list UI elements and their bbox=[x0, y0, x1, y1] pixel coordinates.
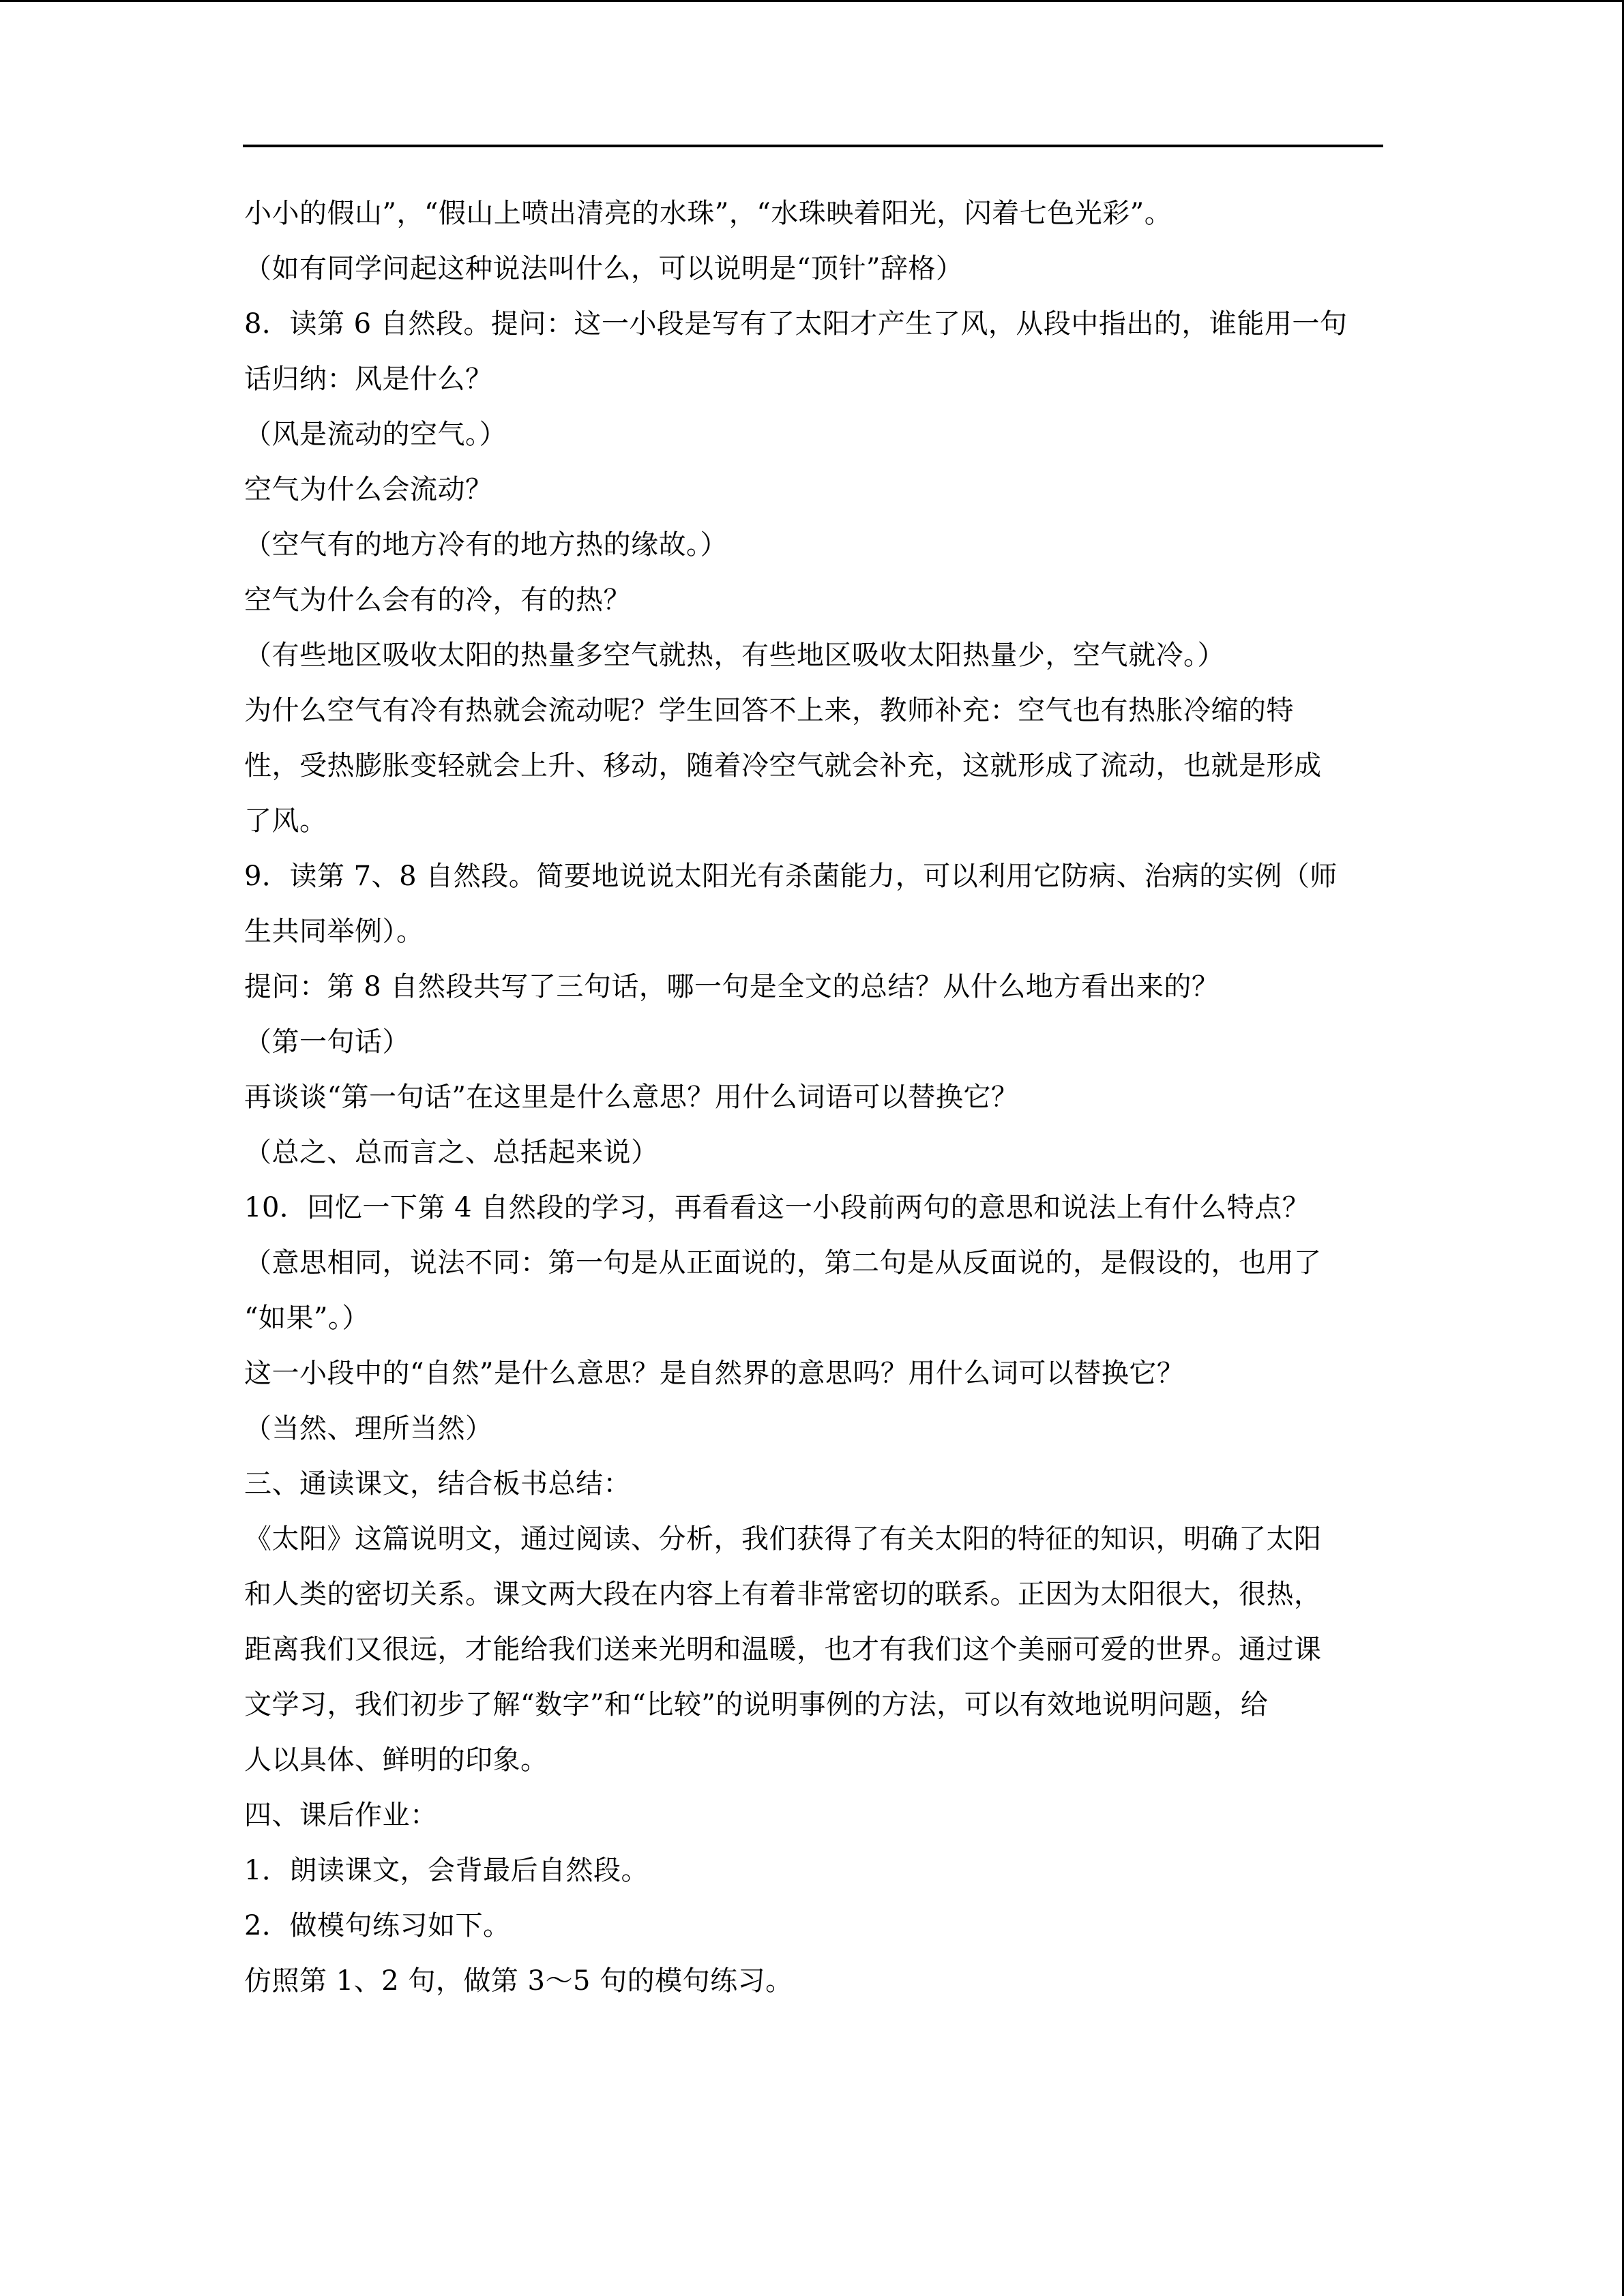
text-line: （当然、理所当然） bbox=[244, 1413, 493, 1444]
text-line: 距离我们又很远，才能给我们送来光明和温暖，也才有我们这个美丽可爱的世界。通过课 bbox=[244, 1634, 1322, 1665]
list-item: 2．做模句练习如下。 bbox=[244, 1910, 511, 1941]
text-line: 《太阳》这篇说明文，通过阅读、分析，我们获得了有关太阳的特征的知识，明确了太阳 bbox=[244, 1523, 1322, 1555]
text-line: 提问：第 8 自然段共写了三句话，哪一句是全文的总结？从什么地方看出来的？ bbox=[244, 971, 1220, 1002]
text-line: 再谈谈“第一句话”在这里是什么意思？用什么词语可以替换它？ bbox=[244, 1082, 1019, 1113]
text-line: 话归纳：风是什么？ bbox=[244, 363, 493, 395]
text-line: 了风。 bbox=[244, 805, 327, 837]
list-item: 1．朗读课文，会背最后自然段。 bbox=[244, 1855, 649, 1886]
section-heading: 四、课后作业： bbox=[244, 1800, 438, 1831]
text-line: 文学习，我们初步了解“数字”和“比较”的说明事例的方法，可以有效地说明问题，给 bbox=[244, 1689, 1269, 1720]
page-border-top bbox=[0, 0, 1624, 2]
document-body bbox=[244, 190, 1385, 2012]
text-line: （有些地区吸收太阳的热量多空气就热，有些地区吸收太阳热量少，空气就冷。） bbox=[244, 640, 1225, 671]
text-line: （风是流动的空气。） bbox=[244, 419, 507, 450]
text-line: 10．回忆一下第 4 自然段的学习，再看看这一小段前两句的意思和说法上有什么特点？ bbox=[244, 1192, 1310, 1223]
header-rule bbox=[243, 145, 1383, 147]
text-line: 仿照第 1、2 句，做第 3～5 句的模句练习。 bbox=[244, 1965, 793, 1997]
text-line: （如有同学问起这种说法叫什么，可以说明是“顶针”辞格） bbox=[244, 253, 964, 284]
text-line: 这一小段中的“自然”是什么意思？是自然界的意思吗？用什么词可以替换它？ bbox=[244, 1358, 1185, 1389]
text-line: （总之、总而言之、总括起来说） bbox=[244, 1137, 659, 1168]
text-line: （空气有的地方冷有的地方热的缘故。） bbox=[244, 529, 728, 561]
text-line: “如果”。） bbox=[244, 1302, 370, 1334]
text-line: 小小的假山”，“假山上喷出清亮的水珠”，“水珠映着阳光，闪着七色光彩”。 bbox=[244, 198, 1172, 229]
text-line: 空气为什么会流动？ bbox=[244, 474, 493, 505]
text-line: 性，受热膨胀变轻就会上升、移动，随着冷空气就会补充，这就形成了流动，也就是形成 bbox=[244, 750, 1322, 781]
text-line: 为什么空气有冷有热就会流动呢？学生回答不上来，教师补充：空气也有热胀冷缩的特 bbox=[244, 695, 1294, 726]
text-line: 生共同举例）。 bbox=[244, 916, 424, 947]
text-line: 9．读第 7、8 自然段。简要地说说太阳光有杀菌能力，可以利用它防病、治病的实例（师 bbox=[244, 861, 1338, 892]
text-line: 8．读第 6 自然段。提问：这一小段是写有了太阳才产生了风，从段中指出的，谁能用一句 bbox=[244, 308, 1348, 340]
text-line: （意思相同，说法不同：第一句是从正面说的，第二句是从反面说的，是假设的，也用了 bbox=[244, 1247, 1322, 1279]
section-heading: 三、通读课文，结合板书总结： bbox=[244, 1468, 631, 1500]
text-line: （第一句话） bbox=[244, 1026, 410, 1058]
text-line: 空气为什么会有的冷，有的热？ bbox=[244, 584, 631, 616]
text-line: 和人类的密切关系。课文两大段在内容上有着非常密切的联系。正因为太阳很大，很热， bbox=[244, 1579, 1322, 1610]
text-line: 人以具体、鲜明的印象。 bbox=[244, 1744, 548, 1776]
